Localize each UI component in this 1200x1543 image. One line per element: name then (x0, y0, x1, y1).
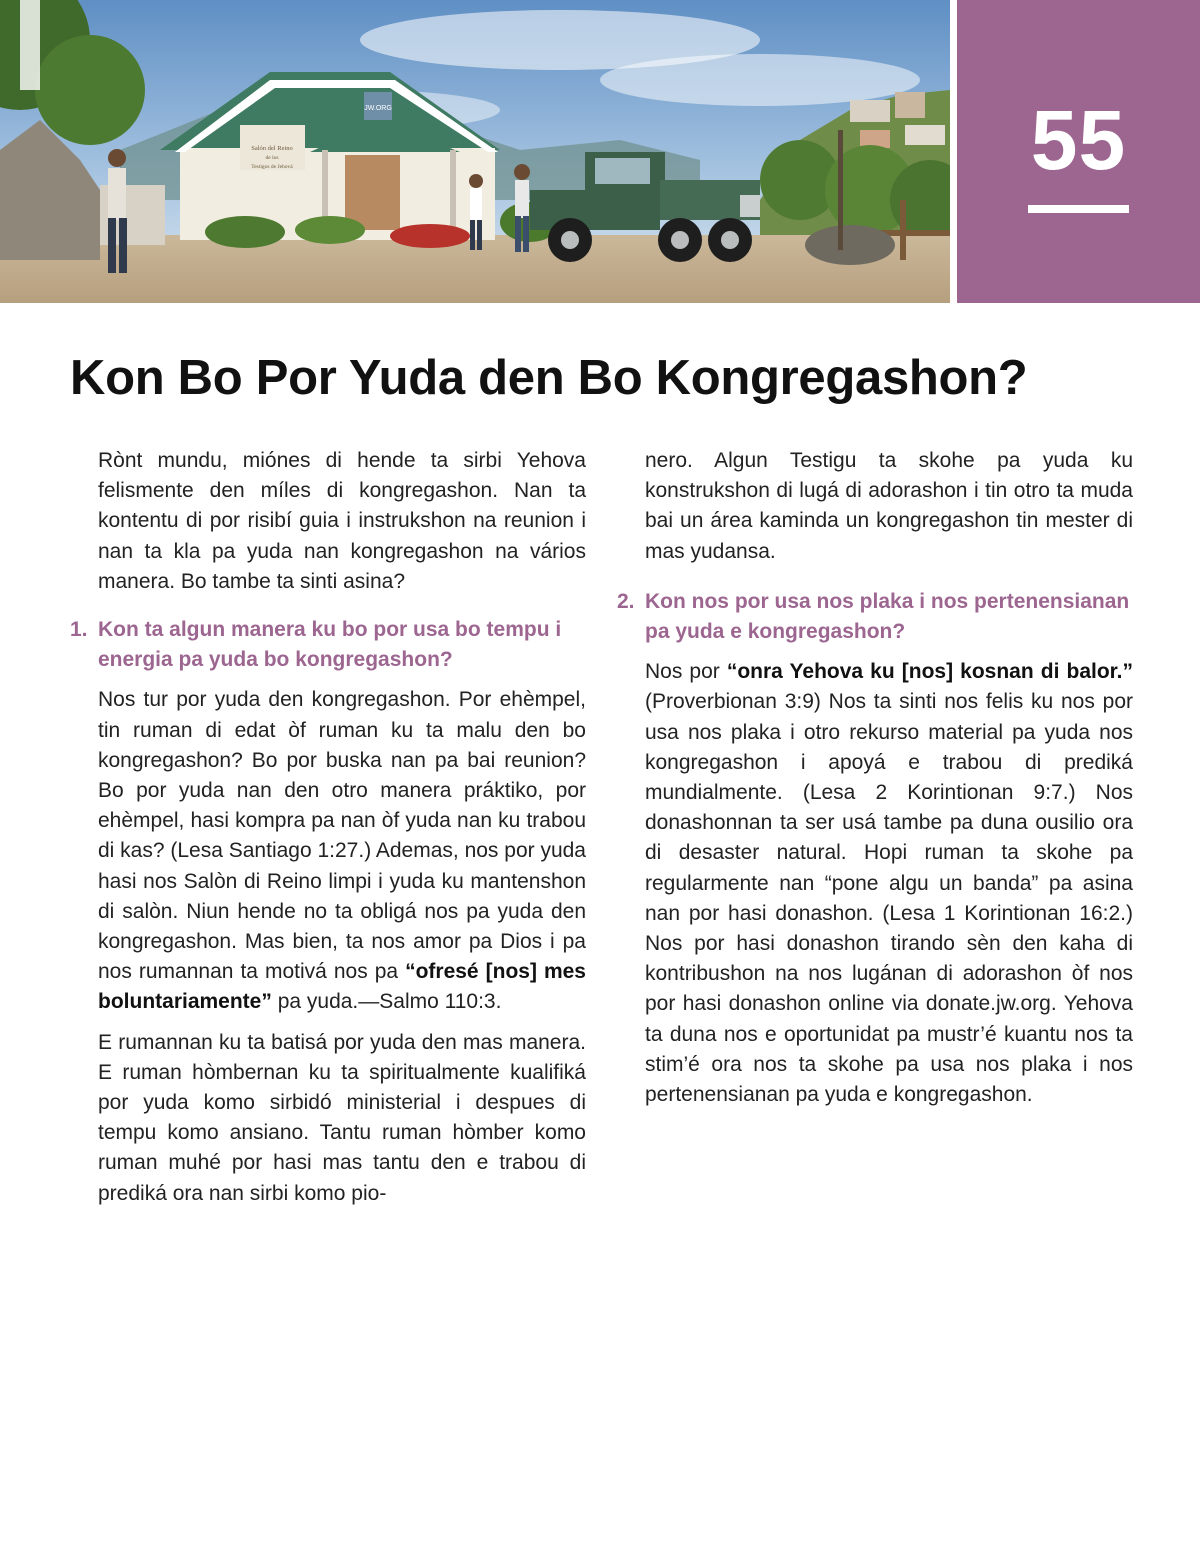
answer-2-text-a: Nos por (645, 660, 727, 684)
answer-1-text-b: pa yuda.—Salmo 110:3. (271, 990, 502, 1014)
sign-line-2: de los (265, 155, 279, 161)
intro-paragraph: Rònt mundu, miónes di hende ta sirbi Yehova felismente den míles di kongregashon. Nan ta kontentu di por risibí guia i instrukshon na reunion i nan ta kla pa yuda nan kongregashon na vários manera. Bo tambe ta sinti asina? (98, 449, 586, 593)
answer-2-text-b: (Proverbionan 3:9) Nos ta sinti nos felis ku nos por usa nos plaka i otro rekurso material pa yuda nos kongregashon i apoyá e trabou di prediká mundialmente. (Lesa 2 Korintionan 9:7.) Nos donashonnan ta ser usá tambe pa duna ousilio ora di desaster natural. Hopi ruman ta skohe pa regularmente nan “pone algu un banda” pa asina nan por hasi donashon. (Lesa 1 Korintionan 16:2.) Nos por hasi donashon tirando sèn den kaha di kontribushon na nos lugánan di adorashon òf nos por hasi donashon online via donate.jw.org. Yehova ta duna nos e oportunidat pa mustr’é kuantu nos ta stim’é ora nos ta skohe pa usa nos plaka i nos pertenensianan pa yuda e kongregashon. (645, 690, 1133, 1107)
column-right (617, 446, 1134, 1120)
sign-line-1: Salón del Reino (251, 145, 293, 152)
question-1-text: Kon ta algun manera ku bo por usa bo tempu i energia pa yuda bo kongregashon? (98, 618, 562, 672)
jw-logo: JW.ORG (364, 105, 392, 112)
answer-1-text-a: Nos tur por yuda den kongregashon. Por ehèmpel, tin ruman di edat òf ruman ku ta malu den bo kongregashon? Bo por buska nan pa bai reunion? Bo por yuda nan den otro manera práktiko, por ehèmpel, hasi kompra pa nan òf yuda nan ku trabou di kas? (Lesa Santiago 1:27.) Ademas, nos por yuda hasi nos Salòn di Reino limpi i yuda ku mantenshon di salòn. Niun hende no ta obligá nos pa yuda den kongregashon. Mas bien, ta nos amor pa Dios i pa nos rumannan ta motivá nos pa (98, 688, 586, 984)
chapter-number-box (957, 0, 1200, 303)
question-2-number: 2. (617, 589, 635, 613)
answer-1-paragraph-2: E rumannan ku ta batisá por yuda den mas manera. E ruman hòmbernan ku ta spiritualmente kualifiká por yuda komo sirbidó ministerial i despues di tempu komo ansiano. Tantu ruman hòmber komo ruman muhé por hasi mas tantu den e trabou di prediká ora nan sirbi komo pio- (98, 1030, 586, 1205)
column-left (70, 446, 586, 1219)
answer-1-paragraph-2-continued: nero. Algun Testigu ta skohe pa yuda ku konstrukshon di lugá di adorashon i tin otro ta muda bai un área kaminda un kongregashon tin mester di mas yudansa. (645, 449, 1133, 563)
chapter-underline (1028, 205, 1129, 213)
answer-2-paragraph (645, 657, 1133, 1110)
question-1-number: 1. (70, 618, 88, 642)
answer-2-bold-quote: “onra Yehova ku [nos] kosnan di balor.” (726, 660, 1134, 684)
question-2-text: Kon nos por usa nos plaka i nos pertenensianan pa yuda e kongregashon? (645, 589, 1130, 644)
question-2 (617, 587, 1133, 647)
answer-1-bold-quote: “ofresé [nos] mes boluntariamente” (98, 960, 586, 1014)
answer-1-paragraph (98, 685, 586, 1017)
sign-line-3: Testigos de Jehová (251, 164, 293, 170)
header-photo (0, 0, 950, 303)
question-1 (70, 615, 586, 675)
page-title: Kon Bo Por Yuda den Bo Kongregashon? (70, 351, 1028, 405)
chapter-number: 55 (1030, 93, 1127, 187)
